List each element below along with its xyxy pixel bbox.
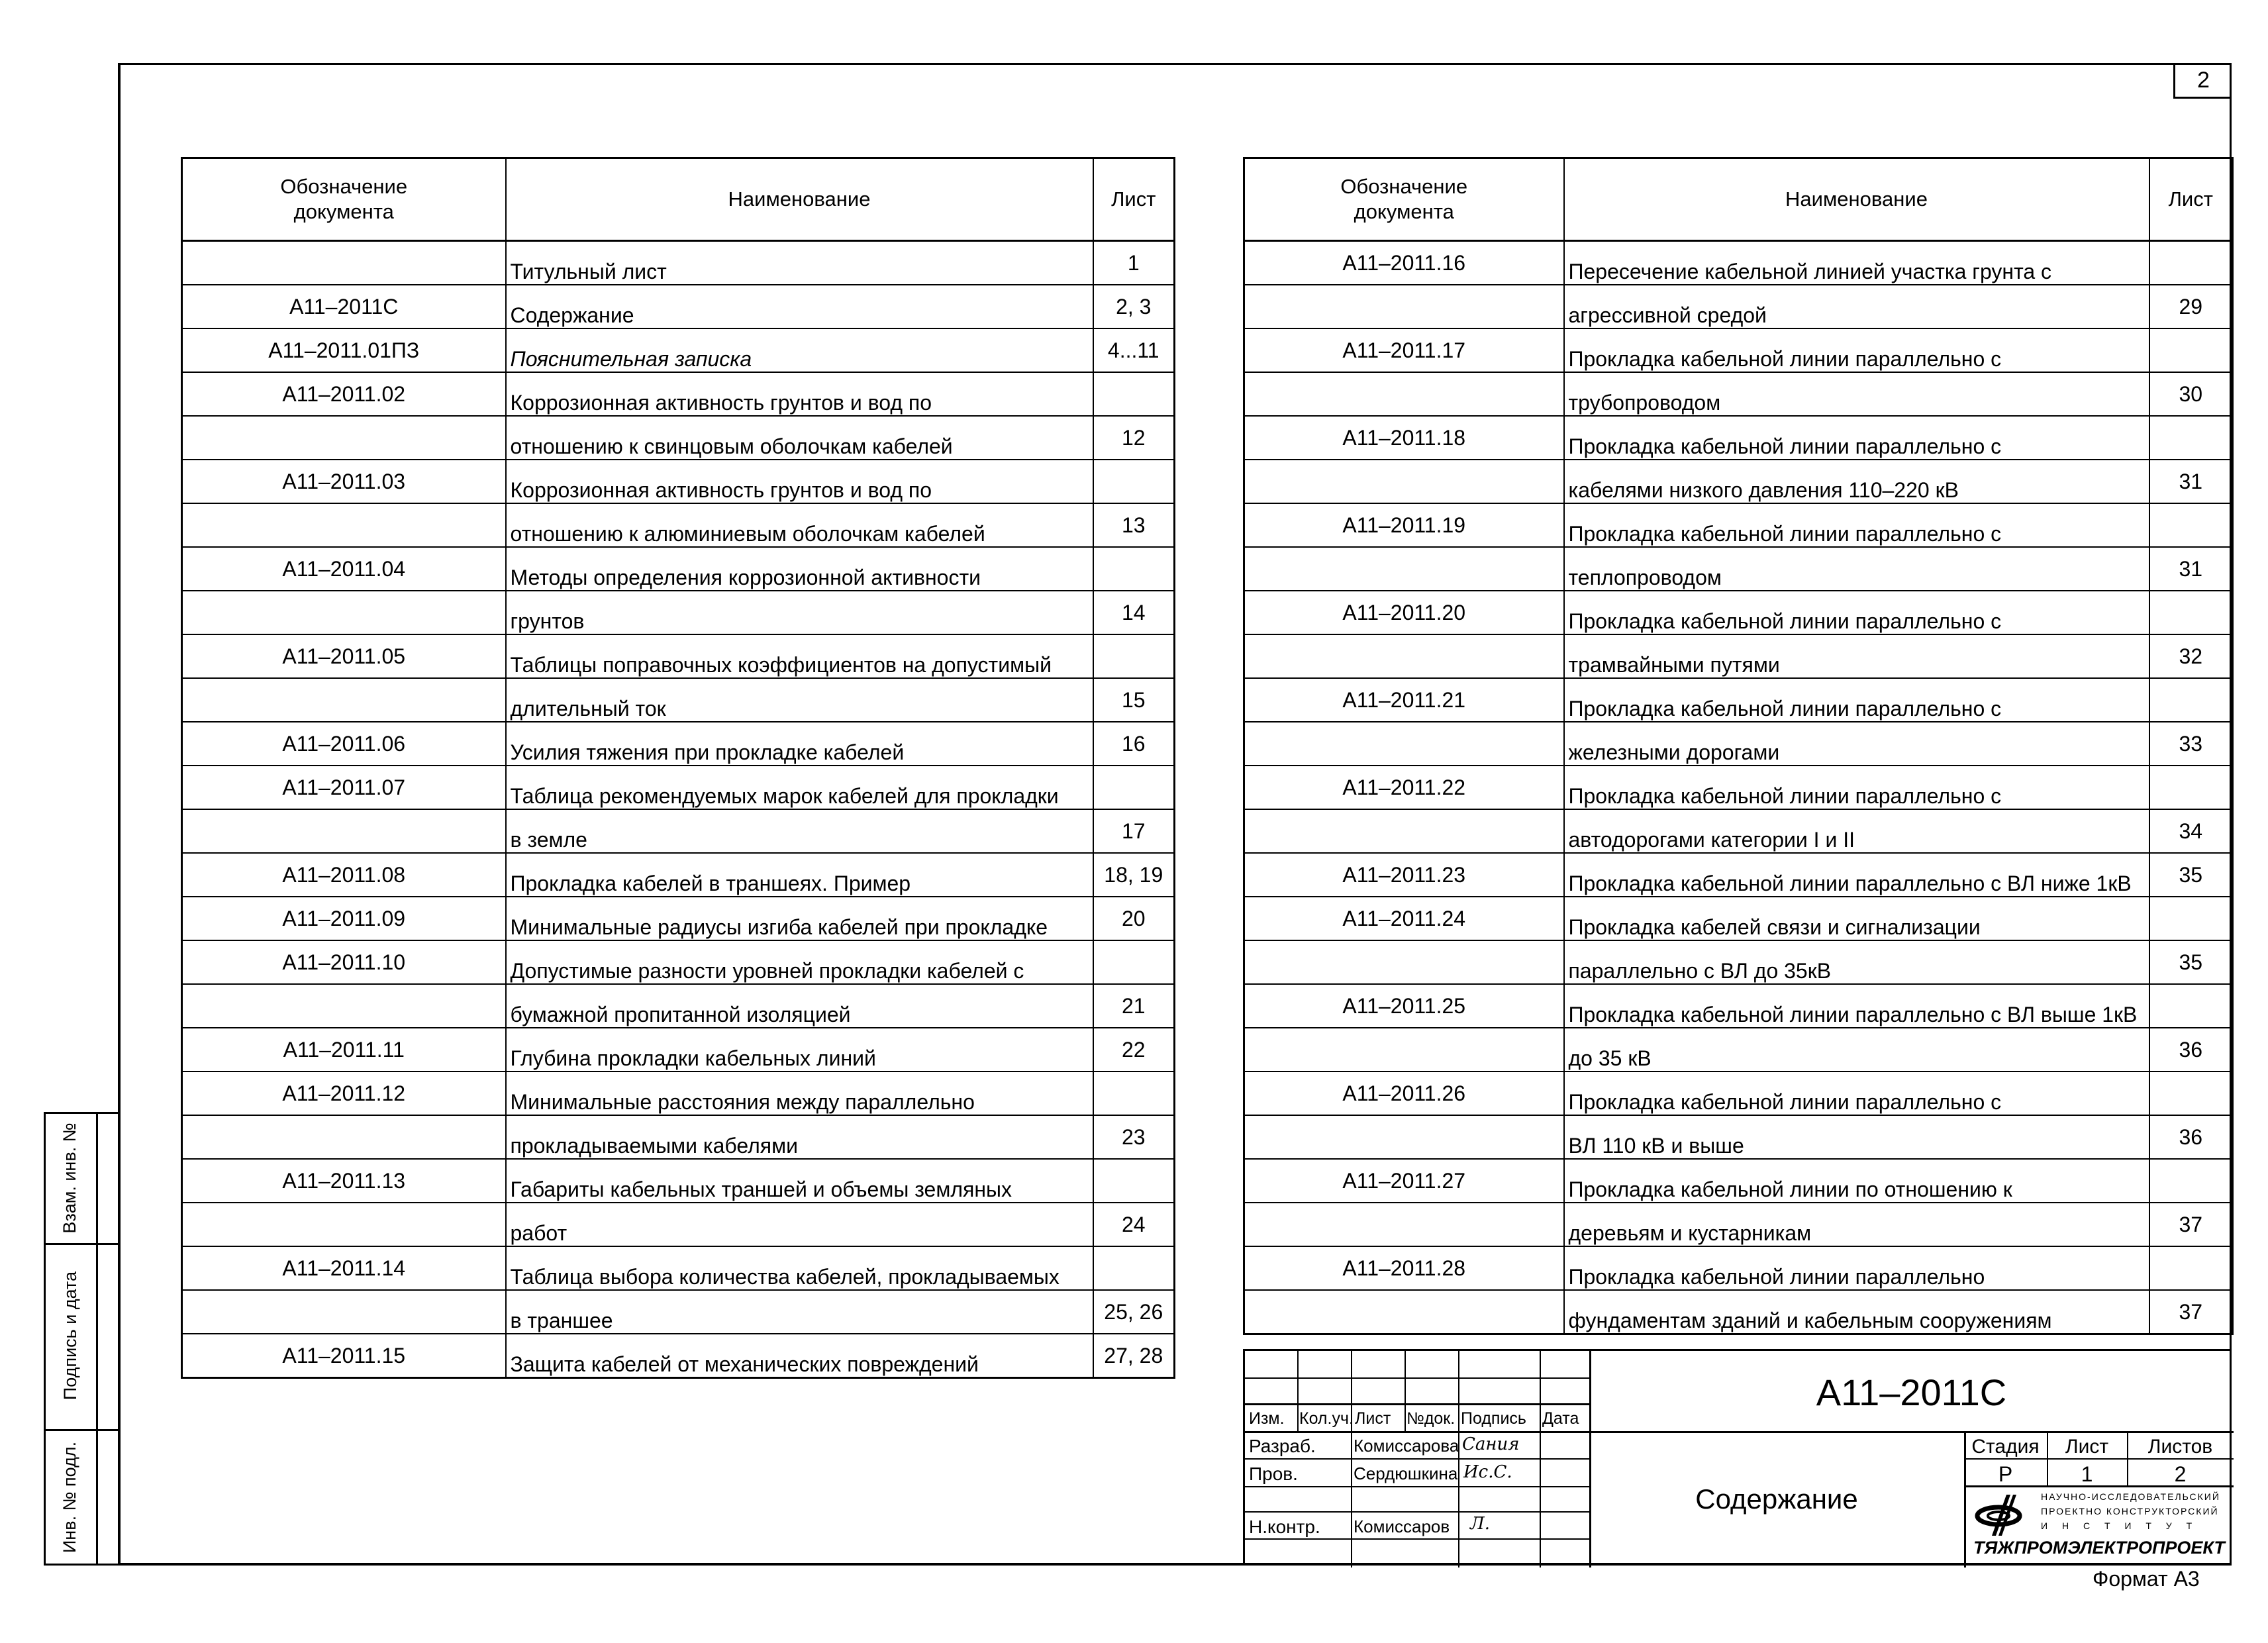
doc-name-cell: до 35 кВ [1564, 1028, 2149, 1071]
doc-code-cell [1244, 809, 1564, 853]
sheet-cell: 36 [2149, 1028, 2233, 1071]
doc-name-cell: кабелями низкого давления 110–220 кВ [1564, 460, 2149, 503]
table-row [182, 984, 1175, 1028]
doc-code-cell [182, 1203, 506, 1246]
sheet-cell: 2, 3 [1093, 285, 1175, 328]
doc-code-cell: А11–2011.26 [1244, 1071, 1564, 1115]
doc-name-cell: Таблица выбора количества кабелей, прокладываемых [506, 1246, 1093, 1290]
doc-name-cell: фундаментам зданий и кабельным сооружениям [1564, 1290, 2149, 1334]
sheet-cell [1093, 634, 1175, 678]
table-row [1244, 1028, 2233, 1071]
sheet-cell: 21 [1093, 984, 1175, 1028]
doc-name-cell: ВЛ 110 кВ и выше [1564, 1115, 2149, 1159]
doc-name-cell: Прокладка кабельной линии параллельно с [1564, 416, 2149, 460]
doc-name-cell: работ [506, 1203, 1093, 1246]
doc-code-cell [182, 503, 506, 547]
sheet-cell: 23 [1093, 1115, 1175, 1159]
table-row [182, 1028, 1175, 1071]
signature-nkontr: Л. [1470, 1514, 1490, 1534]
doc-name-cell: Пересечение кабельной линией участка грунта с [1564, 241, 2149, 285]
col-header-podpis: Подпись [1461, 1409, 1526, 1428]
doc-code-cell [182, 809, 506, 853]
doc-name-cell: Титульный лист [506, 241, 1093, 285]
doc-name-cell: Защита кабелей от механических повреждений [506, 1334, 1093, 1378]
doc-code-cell [1244, 1290, 1564, 1334]
doc-name-cell: бумажной пропитанной изоляцией [506, 984, 1093, 1028]
table-row [1244, 285, 2233, 328]
table-row [182, 460, 1175, 503]
sheet-label: Лист [2065, 1436, 2109, 1458]
table-row [182, 328, 1175, 372]
sheet-cell: 14 [1093, 591, 1175, 634]
sheet-cell: 29 [2149, 285, 2233, 328]
doc-code-cell [182, 984, 506, 1028]
doc-code-cell: А11–2011.22 [1244, 766, 1564, 809]
sheet-cell: 35 [2149, 940, 2233, 984]
table-row [182, 591, 1175, 634]
sheet-cell [2149, 416, 2233, 460]
doc-name-cell: Таблица рекомендуемых марок кабелей для прокладки [506, 766, 1093, 809]
sheet-cell: 22 [1093, 1028, 1175, 1071]
header-name: Наименование [1564, 158, 2149, 241]
doc-code-cell: А11–2011.25 [1244, 984, 1564, 1028]
table-row [1244, 416, 2233, 460]
doc-name-cell: автодорогами категории I и II [1564, 809, 2149, 853]
doc-code-cell: А11–2011.18 [1244, 416, 1564, 460]
doc-name-cell: прокладываемыми кабелями [506, 1115, 1093, 1159]
sheet-cell: 30 [2149, 372, 2233, 416]
sheet-cell [2149, 241, 2233, 285]
table-row [182, 1203, 1175, 1246]
table-row [1244, 591, 2233, 634]
sheets-value: 2 [2174, 1462, 2187, 1486]
header-name: Наименование [506, 158, 1093, 241]
sheet-cell [1093, 547, 1175, 591]
table-row [182, 897, 1175, 940]
doc-code-cell: А11–2011.16 [1244, 241, 1564, 285]
org-line-1: НАУЧНО-ИССЛЕДОВАТЕЛЬСКИЙ [2041, 1491, 2220, 1502]
doc-code-cell [182, 591, 506, 634]
sheet-cell: 15 [1093, 678, 1175, 722]
sheet-cell [1093, 766, 1175, 809]
name-razrab: Комиссарова [1354, 1436, 1459, 1456]
doc-name-cell: Усилия тяжения при прокладке кабелей [506, 722, 1093, 766]
role-razrab: Разраб. [1249, 1436, 1316, 1456]
sheet-cell [1093, 372, 1175, 416]
doc-code-cell: А11–2011.15 [182, 1334, 506, 1378]
doc-name-cell: трамвайными путями [1564, 634, 2149, 678]
sheets-label: Листов [2147, 1436, 2213, 1458]
doc-code-cell [1244, 285, 1564, 328]
table-row [1244, 766, 2233, 809]
sheet-cell: 4...11 [1093, 328, 1175, 372]
sheet-cell: 32 [2149, 634, 2233, 678]
table-row [182, 1071, 1175, 1115]
doc-code-cell: А11–2011.11 [182, 1028, 506, 1071]
doc-code-cell [1244, 1115, 1564, 1159]
sheet-cell: 1 [1093, 241, 1175, 285]
doc-name-cell: Методы определения коррозионной активности [506, 547, 1093, 591]
doc-name-cell: Глубина прокладки кабельных линий [506, 1028, 1093, 1071]
sheet-cell [2149, 766, 2233, 809]
table-row [1244, 547, 2233, 591]
doc-name-cell: Прокладка кабельной линии параллельно с [1564, 328, 2149, 372]
doc-code-cell [1244, 547, 1564, 591]
doc-name-cell: длительный ток [506, 678, 1093, 722]
table-row [182, 503, 1175, 547]
doc-name-cell: грунтов [506, 591, 1093, 634]
title-block [1243, 1349, 2232, 1566]
sheet-cell [2149, 897, 2233, 940]
doc-code-cell: А11–2011.28 [1244, 1246, 1564, 1290]
doc-code-cell [1244, 460, 1564, 503]
sheet-number: 2 [2173, 63, 2232, 99]
institute-logo-icon [1972, 1493, 2036, 1537]
doc-name-cell: Таблицы поправочных коэффициентов на допустимый [506, 634, 1093, 678]
doc-name-cell: Прокладка кабельной линии параллельно [1564, 1246, 2149, 1290]
doc-name-cell: Минимальные радиусы изгиба кабелей при прокладке [506, 897, 1093, 940]
table-row [182, 547, 1175, 591]
doc-code-cell [182, 416, 506, 460]
table-row [182, 1290, 1175, 1334]
sheet-cell [1093, 460, 1175, 503]
doc-code-cell: А11–2011.12 [182, 1071, 506, 1115]
sheet-cell: 31 [2149, 460, 2233, 503]
table-row [1244, 1071, 2233, 1115]
doc-name-cell: Содержание [506, 285, 1093, 328]
doc-name-cell: Прокладка кабельной линии параллельно с ВЛ выше 1кВ [1564, 984, 2149, 1028]
table-row [1244, 984, 2233, 1028]
doc-name-cell: Прокладка кабельной линии параллельно с [1564, 503, 2149, 547]
table-row [182, 853, 1175, 897]
doc-name-cell: Прокладка кабельной линии параллельно с [1564, 678, 2149, 722]
table-row [182, 722, 1175, 766]
doc-code-cell [182, 241, 506, 285]
doc-name-cell: трубопроводом [1564, 372, 2149, 416]
col-header-izm: Изм. [1249, 1409, 1285, 1428]
table-row [1244, 1246, 2233, 1290]
stamp-podpis-data: Подпись и дата [60, 1271, 80, 1401]
doc-code-cell: А11–2011.13 [182, 1159, 506, 1203]
stage-value: Р [1998, 1462, 2013, 1486]
contents-table-right [1243, 157, 2234, 1335]
table-row [182, 940, 1175, 984]
doc-code-cell: А11–2011.05 [182, 634, 506, 678]
doc-name-cell: агрессивной средой [1564, 285, 2149, 328]
table-row [1244, 503, 2233, 547]
doc-code-cell: А11–2011.19 [1244, 503, 1564, 547]
sheet-cell [1093, 1159, 1175, 1203]
doc-code-cell: А11–2011.02 [182, 372, 506, 416]
table-row [182, 1159, 1175, 1203]
doc-code-cell: А11–2011С [182, 285, 506, 328]
sheet-cell: 35 [2149, 853, 2233, 897]
table-row [182, 372, 1175, 416]
format-label: Формат А3 [2093, 1567, 2200, 1591]
doc-code-cell: А11–2011.08 [182, 853, 506, 897]
doc-name-cell: Допустимые разности уровней прокладки кабелей с [506, 940, 1093, 984]
doc-code-cell: А11–2011.20 [1244, 591, 1564, 634]
role-nkontr: Н.контр. [1249, 1517, 1320, 1537]
table-row [1244, 1203, 2233, 1246]
table-row [1244, 372, 2233, 416]
sheet-cell: 37 [2149, 1203, 2233, 1246]
header-sheet: Лист [2149, 158, 2233, 241]
doc-code-cell [1244, 372, 1564, 416]
role-prov: Пров. [1249, 1464, 1298, 1484]
sheet-cell [2149, 678, 2233, 722]
table-row [182, 678, 1175, 722]
doc-code-cell [1244, 634, 1564, 678]
document-code: А11–2011С [1816, 1371, 2007, 1413]
signature-prov: Ис.С. [1463, 1462, 1512, 1482]
doc-name-cell: в земле [506, 809, 1093, 853]
stage-label: Стадия [1971, 1436, 2040, 1458]
table-row [182, 634, 1175, 678]
org-name: ТЯЖПРОМЭЛЕКТРОПРОЕКТ [1973, 1538, 2225, 1558]
doc-code-cell [1244, 722, 1564, 766]
table-row [182, 241, 1175, 285]
sheet-cell: 16 [1093, 722, 1175, 766]
sheet-cell [2149, 1159, 2233, 1203]
org-line-2: ПРОЕКТНО КОНСТРУКТОРСКИЙ [2041, 1506, 2219, 1517]
table-row [182, 1246, 1175, 1290]
doc-name-cell: Прокладка кабелей в траншеях. Пример [506, 853, 1093, 897]
sheet-cell: 24 [1093, 1203, 1175, 1246]
doc-code-cell: А11–2011.06 [182, 722, 506, 766]
sheet-cell: 33 [2149, 722, 2233, 766]
doc-code-cell [1244, 1028, 1564, 1071]
sheet-cell: 20 [1093, 897, 1175, 940]
doc-name-cell: Прокладка кабельной линии параллельно с ВЛ ниже 1кВ [1564, 853, 2149, 897]
doc-code-cell [1244, 1203, 1564, 1246]
table-row [1244, 897, 2233, 940]
doc-code-cell [1244, 940, 1564, 984]
sheet-value: 1 [2081, 1462, 2093, 1486]
contents-table-left [181, 157, 1175, 1379]
table-row [1244, 241, 2233, 285]
col-header-data: Дата [1542, 1409, 1579, 1428]
table-row [182, 809, 1175, 853]
doc-name-cell: параллельно с ВЛ до 35кВ [1564, 940, 2149, 984]
table-row [182, 1115, 1175, 1159]
doc-name-cell: деревьям и кустарникам [1564, 1203, 2149, 1246]
doc-name-cell: Прокладка кабельной линии параллельно с [1564, 766, 2149, 809]
doc-code-cell [182, 1115, 506, 1159]
name-nkontr: Комиссаров [1354, 1517, 1450, 1536]
org-line-3: И Н С Т И Т У Т [2041, 1520, 2198, 1531]
doc-code-cell: А11–2011.23 [1244, 853, 1564, 897]
table-row [1244, 1290, 2233, 1334]
sheet-cell: 13 [1093, 503, 1175, 547]
doc-code-cell: А11–2011.10 [182, 940, 506, 984]
table-row [1244, 853, 2233, 897]
col-header-kol-uch: Кол.уч. [1299, 1409, 1354, 1428]
table-row [1244, 940, 2233, 984]
doc-name-cell: Прокладка кабелей связи и сигнализации [1564, 897, 2149, 940]
doc-code-cell: А11–2011.27 [1244, 1159, 1564, 1203]
doc-name-cell: Минимальные расстояния между параллельно [506, 1071, 1093, 1115]
doc-name-cell: Габариты кабельных траншей и объемы земляных [506, 1159, 1093, 1203]
table-row [1244, 1159, 2233, 1203]
stamp-inv-podl: Инв. № подл. [60, 1441, 79, 1554]
doc-code-cell: А11–2011.17 [1244, 328, 1564, 372]
doc-code-cell: А11–2011.03 [182, 460, 506, 503]
doc-code-cell: А11–2011.07 [182, 766, 506, 809]
doc-code-cell [182, 1290, 506, 1334]
header-sheet: Лист [1093, 158, 1175, 241]
table-row [1244, 678, 2233, 722]
doc-name-cell: Прокладка кабельной линии параллельно с [1564, 591, 2149, 634]
sheet-cell: 17 [1093, 809, 1175, 853]
sheet-cell [1093, 1246, 1175, 1290]
sheet-cell: 31 [2149, 547, 2233, 591]
table-row [182, 1334, 1175, 1378]
doc-name-cell: теплопроводом [1564, 547, 2149, 591]
doc-code-cell: А11–2011.09 [182, 897, 506, 940]
doc-code-cell: А11–2011.14 [182, 1246, 506, 1290]
table-row [1244, 809, 2233, 853]
table-row [182, 416, 1175, 460]
doc-name-cell: Коррозионная активность грунтов и вод по [506, 460, 1093, 503]
header-code: Обозначение документа [1244, 158, 1564, 241]
table-row [182, 766, 1175, 809]
signature-razrab: Сания [1462, 1434, 1520, 1454]
col-header-ndok: №док. [1406, 1409, 1455, 1428]
table-row [182, 285, 1175, 328]
doc-code-cell: А11–2011.01ПЗ [182, 328, 506, 372]
doc-name-cell: Прокладка кабельной линии параллельно с [1564, 1071, 2149, 1115]
table-row [1244, 1115, 2233, 1159]
sheet-cell: 12 [1093, 416, 1175, 460]
doc-name-cell: железными дорогами [1564, 722, 2149, 766]
doc-code-cell [182, 678, 506, 722]
stamp-vzam-inv: Взам. инв. № [60, 1122, 79, 1234]
name-prov: Сердюшкина [1354, 1464, 1458, 1483]
sheet-cell [1093, 940, 1175, 984]
doc-name-cell: Коррозионная активность грунтов и вод по [506, 372, 1093, 416]
sheet-cell [2149, 1071, 2233, 1115]
sheet-cell [2149, 984, 2233, 1028]
col-header-list: Лист [1355, 1409, 1391, 1428]
table-row [1244, 460, 2233, 503]
sheet-cell: 34 [2149, 809, 2233, 853]
doc-code-cell: А11–2011.24 [1244, 897, 1564, 940]
sheet-cell: 27, 28 [1093, 1334, 1175, 1378]
doc-code-cell: А11–2011.21 [1244, 678, 1564, 722]
sheet-cell: 18, 19 [1093, 853, 1175, 897]
doc-name-cell: отношению к свинцовым оболочкам кабелей [506, 416, 1093, 460]
sheet-cell [1093, 1071, 1175, 1115]
table-row [1244, 328, 2233, 372]
table-row [1244, 722, 2233, 766]
document-title: Содержание [1695, 1483, 1858, 1515]
table-row [1244, 634, 2233, 678]
doc-name-cell: отношению к алюминиевым оболочкам кабелей [506, 503, 1093, 547]
doc-name-cell: в траншее [506, 1290, 1093, 1334]
header-code: Обозначение документа [182, 158, 506, 241]
sheet-cell: 37 [2149, 1290, 2233, 1334]
sheet-cell [2149, 328, 2233, 372]
sheet-cell: 36 [2149, 1115, 2233, 1159]
sheet-cell [2149, 1246, 2233, 1290]
sheet-cell [2149, 503, 2233, 547]
sheet-cell: 25, 26 [1093, 1290, 1175, 1334]
doc-code-cell: А11–2011.04 [182, 547, 506, 591]
doc-name-cell: Прокладка кабельной линии по отношению к [1564, 1159, 2149, 1203]
doc-name-cell: Пояснительная записка [506, 328, 1093, 372]
sheet-cell [2149, 591, 2233, 634]
